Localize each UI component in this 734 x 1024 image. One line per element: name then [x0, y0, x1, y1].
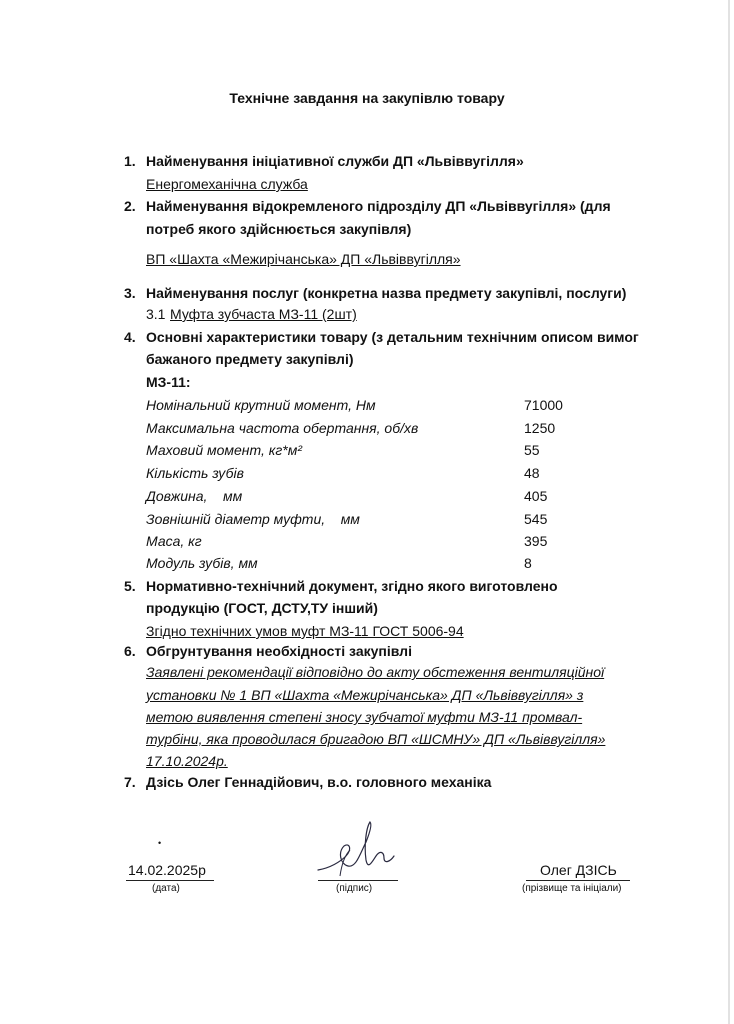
section-3-heading: Найменування послуг (конкретна назва предмету закупівлі, послуги)	[146, 285, 627, 301]
spec-label: Модуль зубів, мм	[146, 555, 258, 571]
spec-value: 395	[524, 533, 548, 549]
spec-value: 55	[524, 442, 540, 458]
section-3-value: Муфта зубчаста МЗ-11 (2шт)	[170, 306, 357, 322]
section-6-line: метою виявлення степені зносу зубчатої муфти МЗ-11 промвал-	[146, 709, 583, 725]
section-4-number: 4.	[124, 329, 136, 345]
signer-name: Олег ДЗІСЬ	[540, 862, 617, 878]
spec-value: 71000	[524, 397, 563, 413]
section-7-text: Дзісь Олег Геннадійович, в.о. головного механіка	[146, 774, 492, 790]
spec-label: Довжина, мм	[146, 488, 243, 504]
section-6-line: Заявлені рекомендації відповідно до акту обстеження вентиляційної	[146, 664, 605, 680]
section-2-heading-line-2: потреб якого здійснюється закупівля)	[146, 221, 412, 237]
spec-label: Кількість зубів	[146, 465, 244, 481]
spec-label: Маховий момент, кг*м²	[146, 442, 302, 458]
date-underline	[126, 880, 214, 881]
section-6-line: установки № 1 ВП «Шахта «Межирічанська» ДП «Львіввугілля» з	[146, 687, 584, 703]
section-7-number: 7.	[124, 774, 136, 790]
section-6-line: 17.10.2024р.	[146, 753, 228, 769]
section-5-number: 5.	[124, 578, 136, 594]
section-4-heading-line-1: Основні характеристики товару (з детальним технічним описом вимог	[146, 329, 639, 345]
name-caption: (прізвище та ініціали)	[522, 883, 622, 894]
section-2-number: 2.	[124, 198, 136, 214]
spec-label: Маса, кг	[146, 533, 202, 549]
section-6-line: турбіни, яка проводилася бригадою ВП «ШСМНУ» ДП «Львіввугілля»	[146, 731, 606, 747]
spec-label: Номінальний крутний момент, Нм	[146, 397, 376, 413]
section-5-value: Згідно технічних умов муфт МЗ-11 ГОСТ 5006-94	[146, 623, 464, 639]
section-1-heading: Найменування ініціативної служби ДП «Львіввугілля»	[146, 153, 524, 169]
section-1-number: 1.	[124, 153, 136, 169]
section-6-number: 6.	[124, 643, 136, 659]
page-edge	[728, 0, 730, 1024]
date-caption: (дата)	[152, 883, 180, 894]
name-underline	[526, 880, 630, 881]
section-1-value: Енергомеханічна служба	[146, 176, 308, 192]
spec-value: 545	[524, 511, 548, 527]
section-6-heading: Обгрунтування необхідності закупівлі	[146, 643, 412, 659]
signature-caption: (підпис)	[336, 883, 373, 894]
spec-value: 8	[524, 555, 532, 571]
section-2-value: ВП «Шахта «Межирічанська» ДП «Львіввугілля»	[146, 251, 461, 267]
section-4-heading-line-2: бажаного предмету закупівлі)	[146, 351, 354, 367]
signature-underline	[318, 880, 398, 881]
document-title: Технічне завдання на закупівлю товару	[229, 90, 505, 106]
spec-value: 405	[524, 488, 548, 504]
spec-value: 1250	[524, 420, 556, 436]
spec-label: Зовнішній діаметр муфти, мм	[146, 511, 360, 527]
signature-date: 14.02.2025р	[128, 862, 206, 878]
section-4-model: МЗ-11:	[146, 374, 191, 390]
section-3-number: 3.	[124, 285, 136, 301]
section-3-value-prefix: 3.1	[146, 306, 166, 322]
section-5-heading-line-1: Нормативно-технічний документ, згідно якого виготовлено	[146, 578, 558, 594]
spec-label: Максимальна частота обертання, об/хв	[146, 420, 419, 436]
ink-mark: •	[158, 838, 162, 848]
section-5-heading-line-2: продукцію (ГОСТ, ДСТУ,ТУ інший)	[146, 600, 378, 616]
spec-value: 48	[524, 465, 540, 481]
section-2-heading-line-1: Найменування відокремленого підрозділу ДП «Львіввугілля» (для	[146, 198, 611, 214]
